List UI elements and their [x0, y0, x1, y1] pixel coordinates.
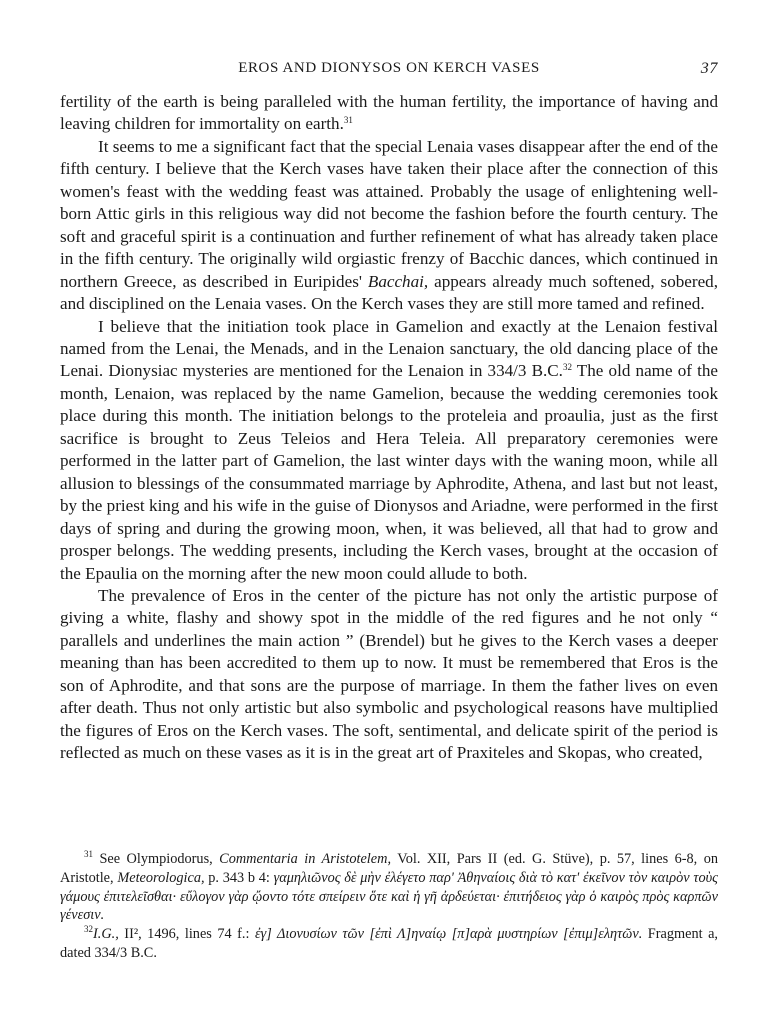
paragraph-eros: The prevalence of Eros in the center of the picture has not only the artistic purpose of giving a white, flashy and showy spot in the middle of the red figures and he not only “ parallels and underlines the main action ” (Brendel) but he gives to the Kerch vases a deeper meaning than has been accredited to them up to now. It must be remembered that Eros is the son of Aphrodite, and that sons are the purpose of marriage. In them the father lives on even after death. Thus not only artistic but also symbolic and psychological reasons have multiplied the figures of Eros on the Kerch vases. The soft, sentimental, and delicate spirit of the period is reflected as much on these vases as it is in the great art of Praxiteles and Skopas, who created, — [60, 585, 718, 763]
footnote-ref-31[interactable]: 31 — [343, 115, 353, 126]
paragraph-gamelion: I believe that the initiation took place in Gamelion and exactly at the Lenaion festival named from the Lenai, the Menads, and in the Lenaion sanctuary, the old dancing place of the Lenai. Dionysiac mysteries are mentioned for the Lenaion in 334/3 B.C.$^{32}$ The old name of the month, Lenaion, was replaced by the name Gamelion, because the wedding ceremonies took place during this month. The initiation belongs to the proteleia and proaulia, just as the first sacrifice is brought to Zeus Teleios and Hera Teleia. All preparatory ceremonies were performed in the latter part of Gamelion, the last winter days with the waning moon, while all allusion to blessings of the consummated marriage by Aphrodite, Athena, and last but not least, by the priest king and his wife in the guise of Dionysos and Ariadne, were performed in the first days of spring and during the growing moon, when, it was believed, all that had to grow and prosper belongs. The wedding presents, including the Kerch vases, brought at the occasion of the Epaulia on the morning after the new moon could allude to both. — [60, 316, 718, 583]
footnote-ref-32[interactable]: 32 — [562, 362, 572, 373]
body-text — [60, 91, 718, 765]
paragraph-lenaia-vases: It seems to me a significant fact that the special Lenaia vases disappear after the end of the fifth century. I believe that the Kerch vases have taken their place after the connection of this women's feast with the wedding feast was attained. Probably the usage of enlightening well-born Attic girls in this religious way did not become the fashion before the fourth century. The soft and graceful spirit is a continuation and further refinement of what has already taken place in the fifth century. The originally wild orgiastic frenzy of Bacchic dances, which continued in northern Greece, as described in Euripides' Bacchai, appears already much softened, sobered, and disciplined on the Lenaia vases. On the Kerch vases they are still more tamed and refined. — [60, 136, 718, 314]
footnote-31: $^{31}$ See Olympiodorus, Commentaria in Aristotelem, Vol. XII, Pars II (ed. G. Stüve), p. 57, lines 6-8, on Aristotle, Meteorologica, p. 343 b 4: γαμηλιῶνος δὲ μὴν ἐλέγετο παρ' Ἀθηναίοις διὰ τὸ κατ' ἐκεῖνον τὸν καιρὸν τοὺς γάμους ἐπιτελεῖσθαι· εὔλογον γὰρ ᾤοντο τότε σπείρειν ὅτε καὶ ἡ γῆ ἀρδεύεται· ἐπιτήδειος γὰρ ὁ καιρὸς πρὸς καρπῶν γένεσιν. — [60, 849, 718, 924]
footnotes — [60, 850, 718, 963]
footnote-32: $^{32}$I.G., II², 1496, lines 74 f.: ἐγ] Διονυσίων τῶν [ἐπὶ Λ]ηναίῳ [π]αρὰ μυστηρίων [ἐπιμ]ελητῶν. Fragment a, dated 334/3 B.C. — [60, 924, 718, 961]
greek-inscription: ἐγ] Διονυσίων τῶν [ἐπὶ Λ]ηναίῳ [π]αρὰ μυστηρίων [ἐπιμ]ελητῶν. — [254, 926, 643, 943]
running-head — [60, 60, 718, 80]
running-title: EROS AND DIONYSOS ON KERCH VASES — [238, 60, 540, 76]
greek-quote: γαμηλιῶνος δὲ μὴν ἐλέγετο παρ' Ἀθηναίοις διὰ τὸ κατ' ἐκεῖνον τὸν καιρὸν τοὺς γάμους ἐπιτελεῖσθαι· εὔλογον γὰρ ᾤοντο τότε σπείρειν ὅτε καὶ ἡ γῆ ἀρδεύεται· ἐπιτήδειος γὰρ ὁ καιρὸς πρὸς καρπῶν γένεσιν. — [60, 869, 718, 924]
paragraph-continued: fertility of the earth is being paralleled with the human fertility, the importance of having and leaving children for immortality on earth.$^{31}$ — [60, 92, 718, 134]
page-number: 37 — [700, 60, 718, 77]
